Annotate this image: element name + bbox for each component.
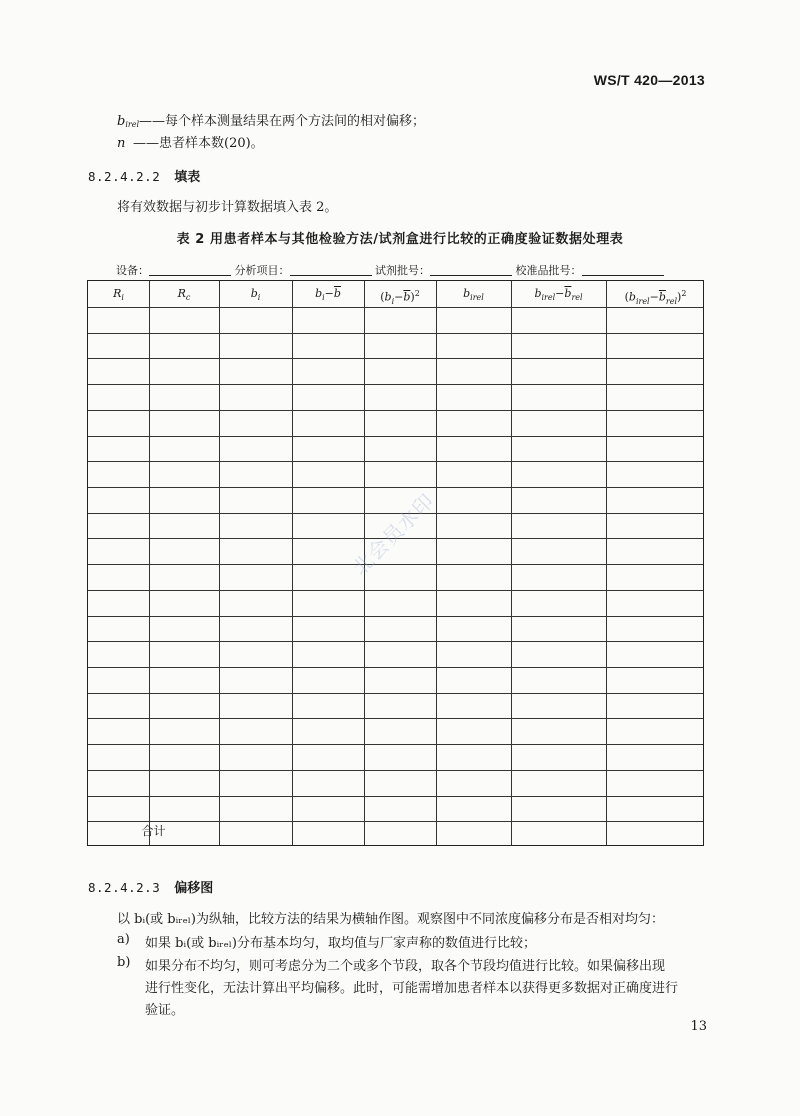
row-divider [88, 436, 703, 437]
header-b-irel-minus-b-bar-rel: $b_{irel}-\overline{b}_{rel}$ [534, 287, 583, 303]
list-item-a-line: 如果 bᵢ(或 bᵢᵣₑₗ)分布基本均匀，取均值与厂家声称的数值进行比较； [145, 936, 536, 951]
list-item-b-marker: b) [117, 955, 131, 970]
column-divider [606, 281, 607, 845]
data-table [87, 280, 704, 846]
column-divider [292, 281, 293, 845]
document-code: WS/T 420—2013 [593, 72, 705, 88]
section-title: 偏移图 [174, 881, 214, 896]
section-body: 将有效数据与初步计算数据填入表 2。 [117, 200, 338, 215]
field-analyte-blank[interactable] [290, 264, 372, 276]
field-device-blank[interactable] [149, 264, 231, 276]
column-divider [511, 281, 512, 845]
column-divider [149, 281, 150, 845]
row-divider [88, 564, 703, 565]
table-caption: 表 2 用患者样本与其他检验方法/试剂盒进行比较的正确度验证数据处理表 [176, 232, 624, 247]
column-divider [219, 281, 220, 845]
row-divider [88, 590, 703, 591]
column-divider [436, 281, 437, 845]
section-heading-8-2-4-2-2 [88, 166, 200, 185]
row-divider [88, 358, 703, 359]
row-divider [88, 384, 703, 385]
list-item-b-line: 如果分布不均匀，则可考虑分为二个或多个节段，取各个节段均值进行比较。如果偏移出现 [145, 959, 666, 974]
table-fields [116, 262, 664, 278]
row-divider [88, 487, 703, 488]
header-b-i-minus-b-bar-squared: $(b_i-\overline{b})^2$ [380, 289, 420, 306]
row-divider [88, 744, 703, 745]
row-divider [88, 307, 703, 308]
header-b-irel: $b_{irel}$ [463, 287, 484, 303]
definition-text: ——每个样本测量结果在两个方法间的相对偏移； [139, 114, 426, 129]
row-divider [88, 770, 703, 771]
definition-symbol: n [117, 136, 126, 151]
page-number: 13 [690, 1019, 707, 1034]
row-divider [88, 616, 703, 617]
row-divider [88, 333, 703, 334]
definition-subscript: irel [125, 120, 140, 129]
field-reagent-lot-label: 试剂批号： [375, 264, 430, 277]
row-divider [88, 410, 703, 411]
field-analyte-label: 分析项目： [234, 264, 290, 277]
field-calibrator-lot-blank[interactable] [582, 264, 664, 276]
row-divider [88, 693, 703, 694]
section-title: 填表 [174, 170, 201, 185]
list-item-b-line: 验证。 [145, 1003, 185, 1018]
header-b-i-minus-b-bar: $b_i-\overline{b}$ [315, 287, 341, 303]
row-divider [88, 461, 703, 462]
header-r-i: $R_i$ [113, 287, 124, 303]
field-calibrator-lot-label: 校准品批号： [515, 264, 582, 277]
list-item-b-line: 进行性变化，无法计算出平均偏移。此时，可能需增加患者样本以获得更多数据对正确度进行 [145, 981, 679, 996]
header-b-irel-minus-b-bar-rel-squared: $(b_{irel}-\overline{b}_{rel})^2$ [624, 289, 687, 306]
section-heading-8-2-4-2-3 [88, 877, 213, 896]
row-divider [88, 796, 703, 797]
header-b-i: $b_i$ [250, 287, 261, 303]
row-divider [88, 641, 703, 642]
total-label: 合计 [141, 824, 166, 838]
watermark: 北会员水印 [347, 488, 440, 580]
section-number: 8.2.4.2.3 [88, 880, 161, 895]
definition-n [117, 132, 264, 151]
list-item-a-marker: a) [117, 932, 130, 947]
row-divider [88, 718, 703, 719]
header-r-c: $R_c$ [177, 287, 191, 303]
section-number: 8.2.4.2.2 [88, 169, 161, 184]
definition-text: ——患者样本数(20)。 [133, 136, 264, 151]
definition-b-irel [117, 110, 425, 129]
field-device-label: 设备： [116, 264, 149, 277]
field-reagent-lot-blank[interactable] [430, 264, 512, 276]
row-divider [88, 667, 703, 668]
bias-plot-intro: 以 bᵢ(或 bᵢᵣₑₗ)为纵轴，比较方法的结果为横轴作图。观察图中不同浓度偏移分布是否相对均匀： [117, 912, 664, 927]
definition-symbol: b [117, 114, 126, 129]
